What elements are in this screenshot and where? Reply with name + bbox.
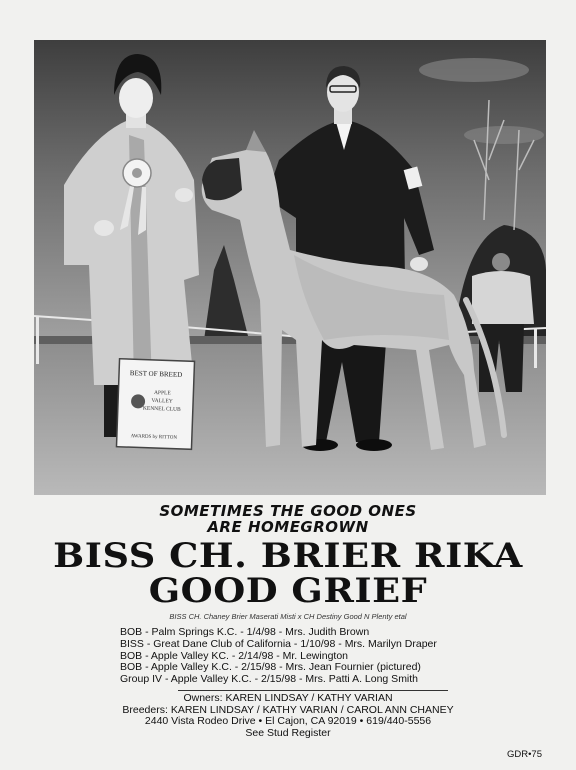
win-item: BOB - Apple Valley KC. - 2/14/98 - Mr. Lewington: [120, 649, 349, 662]
win-item: BOB - Palm Springs K.C. - 1/4/98 - Mrs. Judith Brown: [120, 626, 370, 638]
address: 2440 Vista Rodeo Drive • El Cajon, CA 92019 • 619/440-5556: [144, 715, 432, 727]
stud-register: See Stud Register: [245, 726, 331, 739]
sign-line-2: VALLEY: [151, 397, 173, 405]
divider: [178, 690, 448, 691]
sign-sponsor: AWARDS by RITTON: [130, 434, 178, 441]
handler-shoe: [356, 439, 392, 451]
judge-hand: [175, 188, 193, 202]
fence-post: [534, 328, 537, 368]
headline-line-1: BISS CH. BRIER RIKA: [53, 536, 523, 576]
pedigree: BISS CH. Chaney Brier Maserati Misti x CH Destiny Good N Plenty etal: [169, 612, 407, 621]
spectator-body: [472, 271, 534, 324]
wins-list: [120, 627, 460, 686]
sign-title: BEST OF BREED: [129, 369, 183, 379]
page-folio: GDR•75: [506, 749, 542, 760]
handler-hand: [410, 257, 428, 271]
fence-post: [36, 316, 39, 364]
tagline-line-2: ARE HOMEGROWN: [207, 518, 369, 536]
win-item: BOB - Apple Valley K.C. - 2/15/98 - Mrs. Jean Fournier (pictured): [120, 661, 421, 674]
sign-line-3: KENNEL CLUB: [142, 405, 181, 413]
cloud: [419, 58, 529, 82]
sign-line-1: APPLE: [153, 389, 171, 397]
win-item: Group IV - Apple Valley K.C. - 2/15/98 - Mrs. Patti A. Long Smith: [120, 673, 419, 686]
breeders: Breeders: KAREN LINDSAY / KATHY VARIAN / CAROL ANN CHANEY: [122, 703, 454, 716]
spectator-head: [492, 253, 510, 271]
contact-block: [0, 693, 576, 739]
tagline-line-1: SOMETIMES THE GOOD ONES: [159, 502, 417, 520]
best-of-breed-sign: [116, 359, 194, 450]
win-item: BISS - Great Dane Club of California - 1/10/98 - Mrs. Marilyn Draper: [120, 637, 437, 650]
judge-hand: [94, 220, 114, 236]
owners: Owners: KAREN LINDSAY / KATHY VARIAN: [183, 692, 393, 704]
cloud: [464, 126, 544, 144]
judge-face: [119, 78, 153, 118]
show-photo: [34, 40, 546, 495]
rosette-center: [132, 168, 142, 178]
headline-line-2: GOOD GRIEF: [148, 571, 428, 611]
